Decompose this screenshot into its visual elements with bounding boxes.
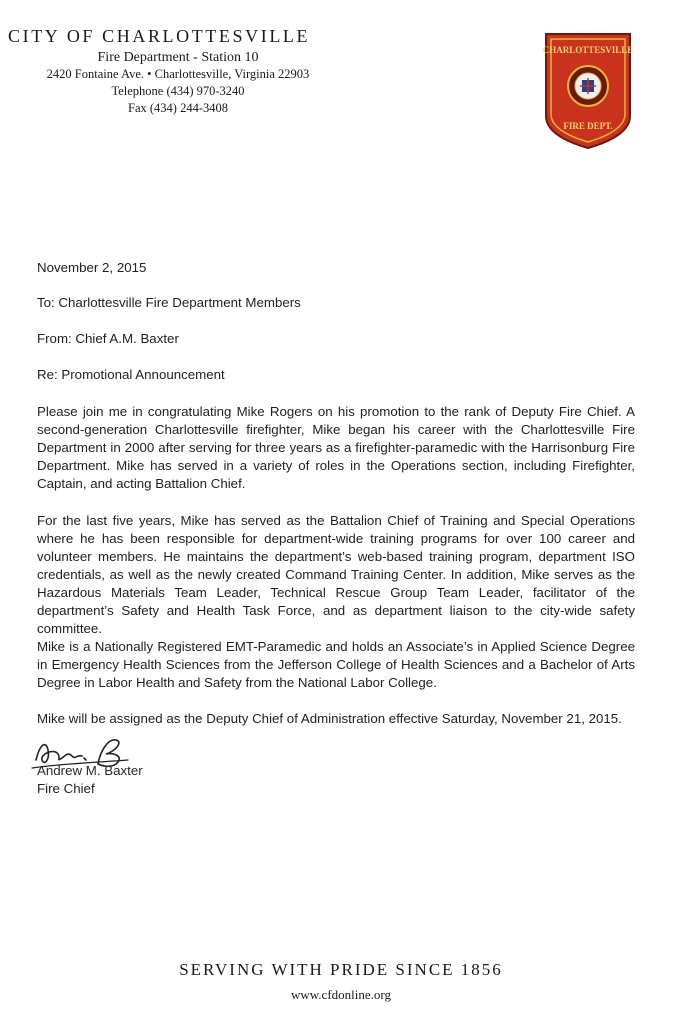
letter-to: To: Charlottesville Fire Department Members: [37, 295, 301, 310]
fire-department-badge-icon: [542, 28, 634, 152]
fax: Fax (434) 244-3408: [128, 101, 228, 115]
telephone: Telephone (434) 970-3240: [111, 84, 245, 98]
paragraph-credentials: Mike is a Nationally Registered EMT-Paramedic and holds an Associate’s in Applied Science Degree in Emergency Health Sciences from the Jefferson College of Health Sciences and a Bachelor of Arts Degree in Labor Health and Safety from the National Labor College.: [37, 639, 635, 690]
letter-subject: Re: Promotional Announcement: [37, 367, 225, 382]
paragraph-responsibilities: For the last five years, Mike has served as the Battalion Chief of Training and Special Operations where he has been responsible for department-wide training programs for over 100 career and volunteer members. He maintains the department’s web-based training program, department ISO credentials, as well as the newly created Command Training Center. In addition, Mike serves as the Hazardous Materials Team Leader, Technical Rescue Group Team Leader, facilitator of the department’s Safety and Health Task Force, and as department liaison to the city-wide safety committee.: [37, 513, 635, 636]
badge-top-text: CHARLOTTESVILLE: [542, 45, 634, 55]
address: 2420 Fontaine Ave. • Charlottesville, Virginia 22903: [46, 67, 310, 81]
letter-date: November 2, 2015: [37, 260, 147, 275]
signer-title: Fire Chief: [37, 781, 95, 796]
letterhead: [8, 26, 408, 117]
footer-website: www.cfdonline.org: [290, 987, 391, 1002]
paragraph-promotion: Please join me in congratulating Mike Rogers on his promotion to the rank of Deputy Fire Chief. A second-generation Charlottesville firefighter, Mike began his career with the Charlottesville Fire Department in 2000 after serving for three years as a firefighter-paramedic with the Harrisonburg Fire Department. Mike has served in a variety of roles in the Operations section, including Firefighter, Captain, and acting Battalion Chief.: [37, 404, 635, 491]
footer-motto: SERVING WITH PRIDE SINCE 1856: [179, 960, 503, 979]
city-name: CITY OF CHARLOTTESVILLE: [8, 26, 311, 46]
letter-from: From: Chief A.M. Baxter: [37, 331, 179, 346]
badge-bottom-text: FIRE DEPT.: [563, 121, 613, 131]
department-name: Fire Department - Station 10: [97, 50, 259, 65]
paragraph-assignment: Mike will be assigned as the Deputy Chief of Administration effective Saturday, November 21, 2015.: [37, 711, 622, 726]
signer-name: Andrew M. Baxter: [37, 763, 143, 778]
